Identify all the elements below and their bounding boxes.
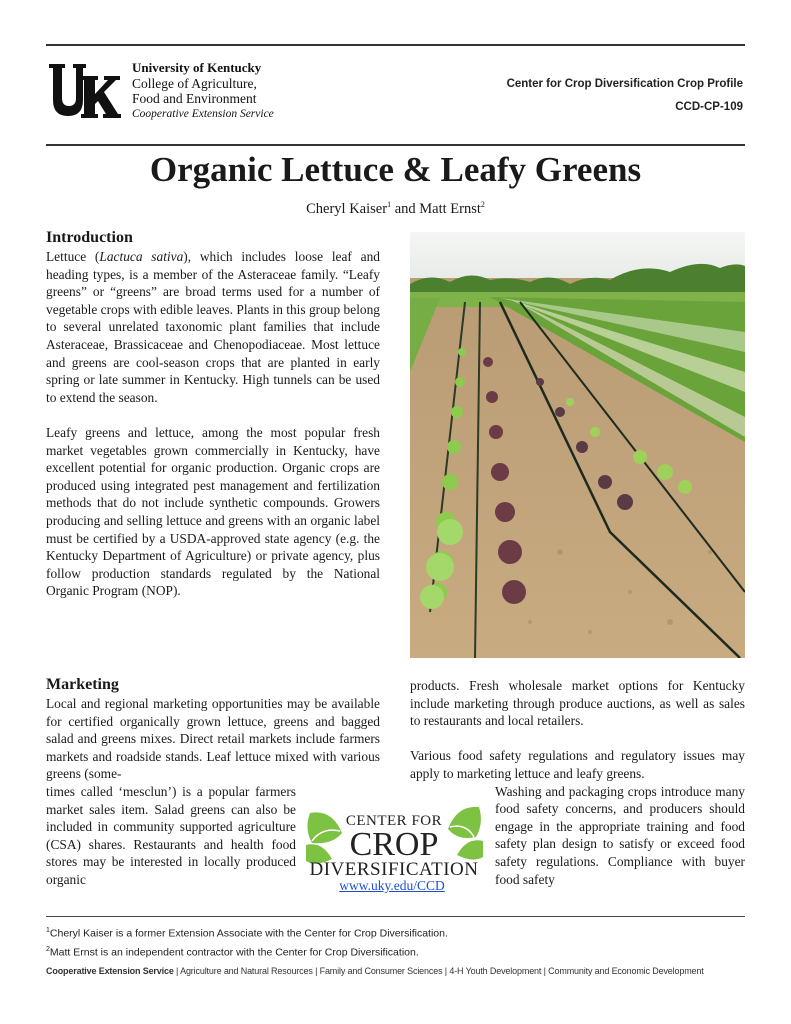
program-areas-list: | Agriculture and Natural Resources | Family and Consumer Sciences | 4-H Youth Development | Community and Economic Development [173,966,704,976]
footnote-1-mark: 1 [46,927,50,934]
uk-wordmark-icon [48,62,122,118]
lettuce-field-photo [410,232,745,658]
marketing-paragraph-full-width: Local and regional marketing opportunities may be available for certified organically grown lettuce, greens and bagged salad and greens mixes. Direct retail markets include farmers markets and roadside stands. Leaf lettuce mixed with various greens (some- [46,696,380,782]
left-leaf-icon [306,812,342,863]
food-safety-paragraph-start: Various food safety regulations and regulatory issues may apply to marketing lettuce and leafy greens. [410,748,745,781]
author-1: Cheryl Kaiser [306,200,388,217]
introduction-heading: Introduction [46,229,133,246]
footnote-1-text: Cheryl Kaiser is a former Extension Associate with the Center for Crop Diversification. [49,927,448,940]
introduction-section [46,228,380,600]
ccd-logo-line2: CROP [349,826,439,863]
footnote-2 [46,942,448,961]
author-2: Matt Ernst [419,200,481,217]
footnote-rule [46,916,745,917]
ccd-logo-line3: DIVERSIFICATION [309,859,479,880]
introduction-paragraph-2: Leafy greens and lettuce, among the most popular fresh market vegetables grown commercially in Kentucky, have excellent potential for organic production. Organic crops are produced using integrated pest management and fertilization methods that do not include synthetic compounds. Growers producing and selling lettuce and greens with an organic label must be certified by a USDA-approved state agency (e.g. the Kentucky Department of Agriculture) or private agency, plus follow production standards regulated by the National Organic Program (NOP). [46,424,380,599]
marketing-paragraph-wrapped: times called ‘mesclun’) is a popular farmers market sales item. Salad greens can also be included in community supported agriculture (CSA) shares. Restaurants and health food stores may be interested in locally produced organic [46,783,296,887]
extension-service-name: Cooperative Extension Service [132,108,274,120]
footnote-2-text: Matt Ernst is an independent contractor with the Center for Crop Diversification. [49,946,419,958]
profile-code: CCD-CP-109 [675,101,743,113]
intro-p1-rest: ), which includes loose leaf and heading types, is a member of the Asteraceae family. “Leafy greens” or “greens” are broad terms used for a number of vegetable crops with edible leaves. Plants in this group belong to several unrelated taxonomic plant families that include Asteraceae, Brassicaceae and Chenopodiaceae. Most lettuce and greens are cool-season crops that are planted in early spring or late summer in Kentucky. High tunnels can be used to extend the season. [46,249,380,405]
top-rule [46,44,745,46]
program-areas-footer [46,966,746,976]
introduction-paragraph-1 [46,248,380,406]
wholesale-paragraph: products. Fresh wholesale market options for Kentucky include marketing through produce auctions, as well as sales to restaurants and local retailers. [410,678,745,729]
footnotes [46,923,448,960]
university-name: University of Kentucky [132,60,262,75]
page-title: Organic Lettuce & Leafy Greens [149,150,642,189]
college-name-line2: Food and Environment [132,91,257,106]
right-leaf-icon [448,807,483,860]
author-2-footnote-mark: 2 [480,200,485,209]
university-name-block [132,60,274,122]
scientific-name: Lactuca sativa [99,249,184,264]
authors-line [0,196,791,218]
profile-series: Center for Crop Diversification Crop Profile [506,78,743,90]
ccd-logo-line1: CENTER FOR [345,813,443,829]
marketing-heading: Marketing [46,676,119,693]
intro-p1-start: Lettuce ( [46,249,100,264]
extension-service-label: Cooperative Extension Service [46,966,174,976]
profile-label [507,73,743,119]
authors-joiner: and [391,200,420,217]
footnote-1 [46,923,448,942]
footnote-2-mark: 2 [46,945,50,953]
author-1-footnote-mark: 1 [387,200,392,209]
food-safety-paragraph-wrapped: Washing and packaging crops introduce many food safety concerns, and producers should engage in the appropriate training and food safety plan design to satisfy or exceed food safety regulations. Compliance with buyer food safety [495,783,745,887]
header-rule [46,144,745,146]
university-logo[interactable] [48,60,288,122]
college-name-line1: College of Agriculture, [132,76,257,91]
ccd-website-link[interactable]: www.uky.edu/CCD [339,878,445,893]
